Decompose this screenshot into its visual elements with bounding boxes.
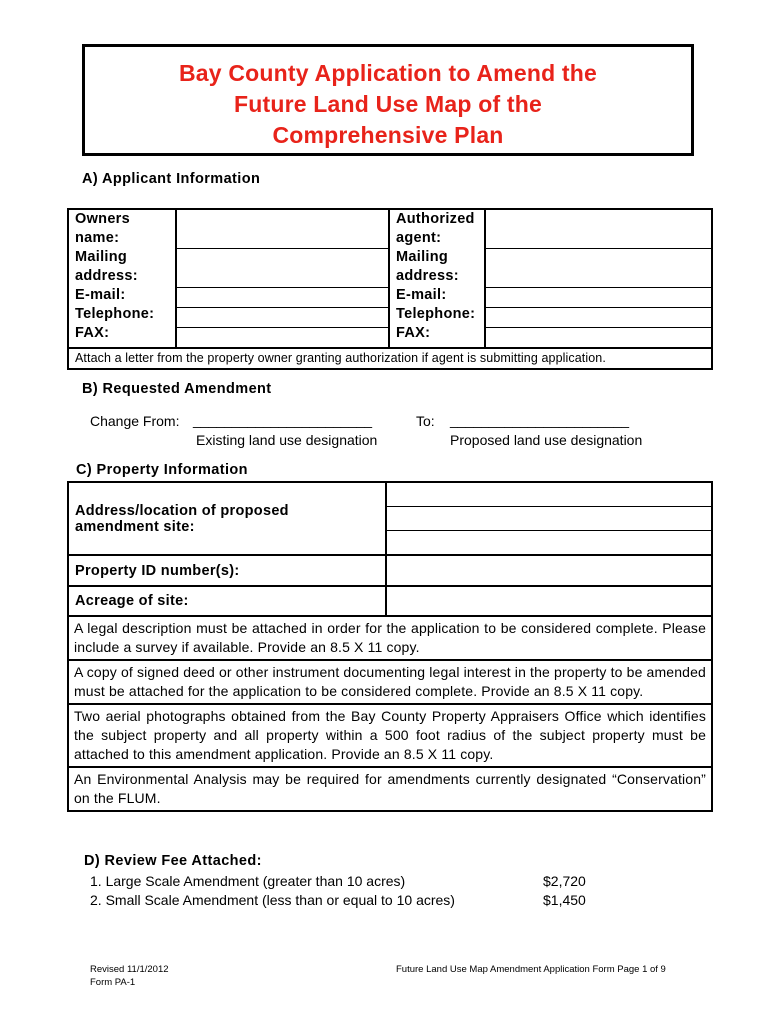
to-field[interactable]: _______________________: [450, 412, 630, 428]
section-c-heading: C) Property Information: [76, 462, 248, 478]
owner-email-field[interactable]: [177, 288, 388, 308]
agent-mailing-field[interactable]: [486, 249, 711, 288]
page-title: [85, 47, 691, 151]
form-id: Form PA-1: [90, 977, 136, 988]
fee-item-small-amount: $1,450: [543, 892, 586, 908]
agent-name-label: Authorized agent:: [396, 211, 475, 246]
title-line-1: Bay County Application to Amend the: [178, 60, 598, 86]
owner-name-field[interactable]: [177, 210, 388, 249]
owner-labels: [68, 209, 176, 348]
aerial-photographs-note: Two aerial photographs obtained from the Bay County Property Appraisers Office which identifies the subject property and all property within a 500 foot radius of the subject property must be attached to this amendment application. Provide an 8.5 X 11 copy.: [68, 704, 712, 767]
agent-fax-field[interactable]: [486, 328, 711, 347]
owner-fax-field[interactable]: [177, 328, 388, 347]
agent-email-label: E-mail:: [396, 287, 447, 303]
applicant-table: [67, 208, 713, 370]
existing-designation-caption: Existing land use designation: [196, 432, 378, 448]
title-line-3: Comprehensive Plan: [272, 122, 504, 148]
owner-mailing-label: Mailing address:: [75, 249, 138, 284]
owner-mailing-field[interactable]: [177, 249, 388, 288]
address-field-2[interactable]: [387, 507, 711, 531]
title-line-2: Future Land Use Map of the: [233, 91, 543, 117]
owner-name-label: Owners name:: [75, 211, 130, 246]
property-table: [67, 481, 713, 812]
address-field-3[interactable]: [387, 531, 711, 554]
owner-fax-label: FAX:: [75, 325, 110, 341]
section-b-heading: B) Requested Amendment: [82, 381, 272, 397]
agent-name-field[interactable]: [486, 210, 711, 249]
footer-left: [90, 963, 169, 989]
agent-fax-label: FAX:: [396, 325, 431, 341]
agent-telephone-label: Telephone:: [396, 306, 476, 322]
footer-page-info: Future Land Use Map Amendment Application Form Page 1 of 9: [396, 964, 666, 975]
agent-values: [485, 209, 712, 348]
agent-email-field[interactable]: [486, 288, 711, 308]
property-id-label: Property ID number(s):: [68, 555, 386, 586]
acreage-field[interactable]: [386, 586, 712, 616]
owner-telephone-field[interactable]: [177, 308, 388, 328]
owner-email-label: E-mail:: [75, 287, 126, 303]
proposed-designation-caption: Proposed land use designation: [450, 432, 643, 448]
revised-date: Revised 11/1/2012: [90, 964, 169, 975]
agent-labels: [389, 209, 485, 348]
owner-values: [176, 209, 389, 348]
address-values: [386, 482, 712, 555]
address-field-1[interactable]: [387, 483, 711, 507]
title-box: [82, 44, 694, 156]
change-from-label: Change From:: [90, 413, 180, 429]
agent-mailing-label: Mailing address:: [396, 249, 459, 284]
authorization-note: Attach a letter from the property owner granting authorization if agent is submitting application.: [68, 348, 712, 369]
section-d-heading: D) Review Fee Attached:: [84, 853, 262, 869]
deed-note: A copy of signed deed or other instrument documenting legal interest in the property to be amended must be attached for the application to be considered complete. Provide an 8.5 X 11 copy.: [68, 660, 712, 704]
to-label: To:: [416, 413, 435, 429]
legal-description-note: A legal description must be attached in order for the application to be considered complete. Please include a survey if available. Provide an 8.5 X 11 copy.: [68, 616, 712, 660]
section-a-heading: A) Applicant Information: [82, 171, 261, 187]
fee-item-small-label: 2. Small Scale Amendment (less than or equal to 10 acres): [90, 892, 455, 908]
change-from-field[interactable]: _______________________: [193, 412, 373, 428]
fee-item-large-amount: $2,720: [543, 873, 586, 889]
fee-item-large-label: 1. Large Scale Amendment (greater than 10 acres): [90, 873, 406, 889]
acreage-label: Acreage of site:: [68, 586, 386, 616]
property-id-field[interactable]: [386, 555, 712, 586]
environmental-analysis-note: An Environmental Analysis may be required for amendments currently designated “Conservation” on the FLUM.: [68, 767, 712, 811]
address-label: Address/location of proposed amendment site:: [68, 482, 386, 555]
owner-telephone-label: Telephone:: [75, 306, 155, 322]
agent-telephone-field[interactable]: [486, 308, 711, 328]
